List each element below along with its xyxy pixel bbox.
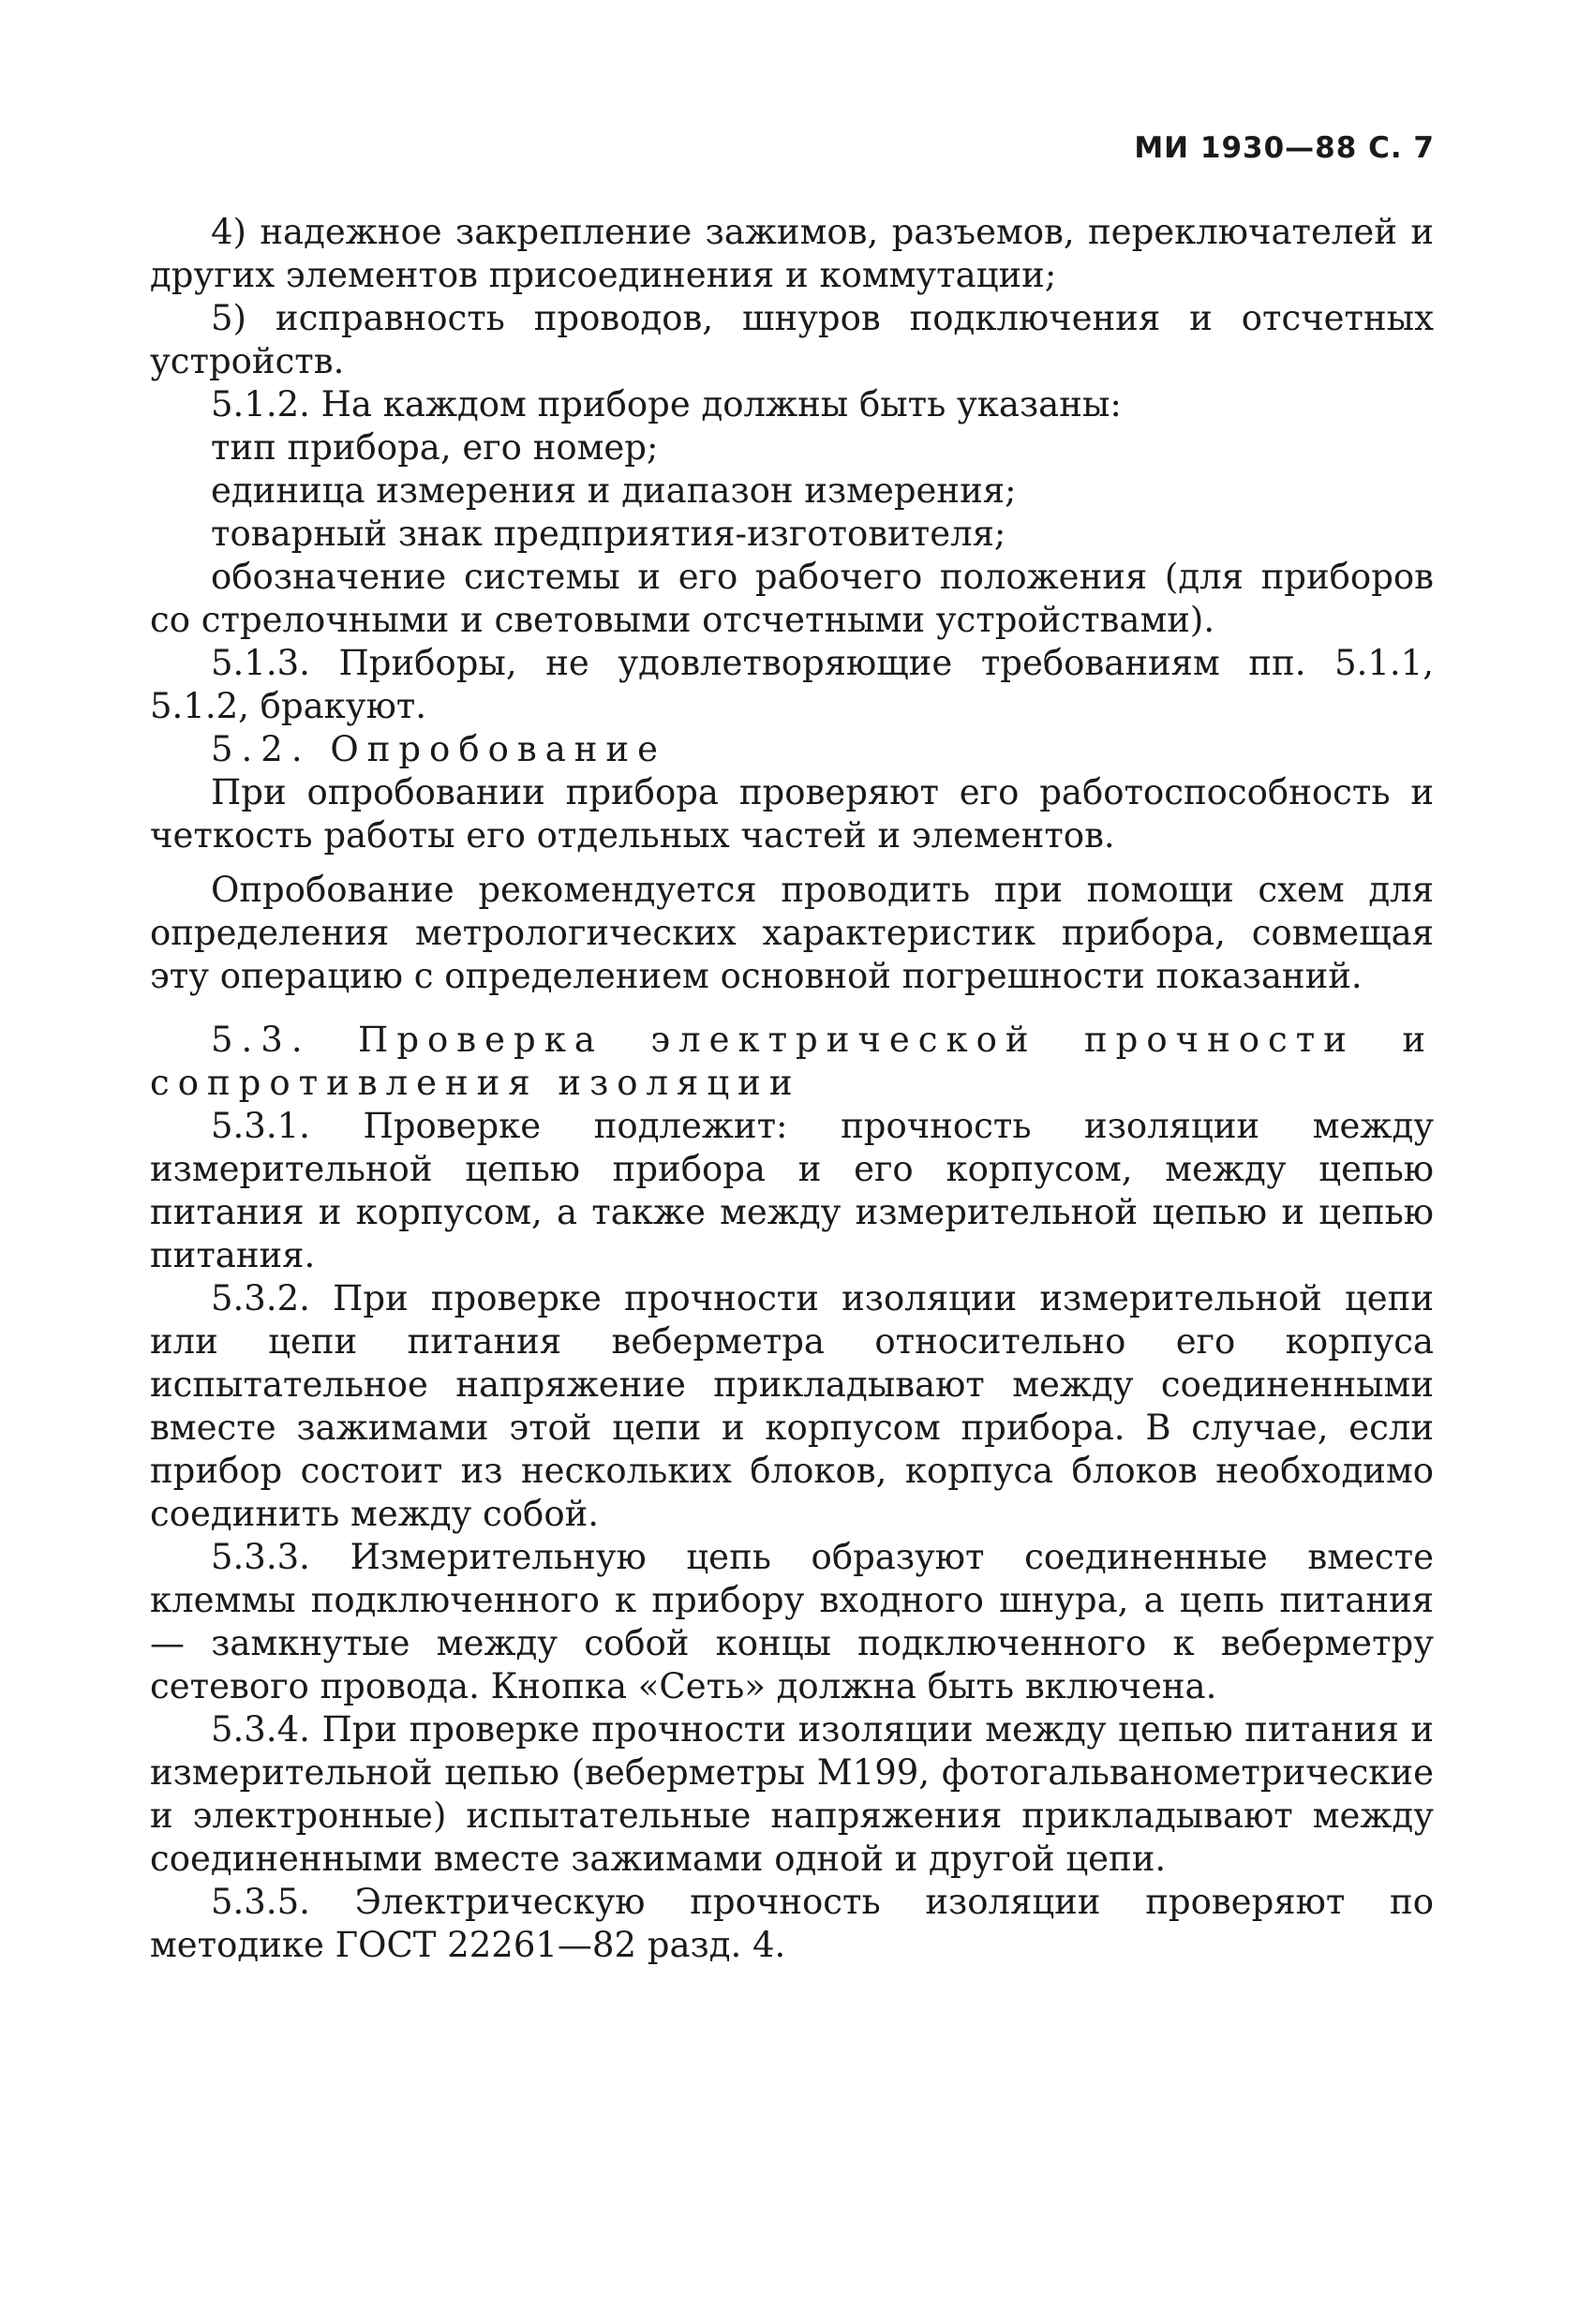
paragraph: 4) надежное закрепление зажимов, разъемов, переключателей и других элементов присоединения и коммутации; bbox=[150, 212, 1434, 295]
paragraph: 5.3.1. Проверке подлежит: прочность изоляции между измерительной цепью прибора и его корпусом, между цепью питания и корпусом, а также между измерительной цепью и цепью питания. bbox=[150, 1106, 1434, 1275]
paragraph: 5.1.2. На каждом приборе должны быть указаны: bbox=[211, 384, 1122, 425]
list-item: обозначение системы и его рабочего положения (для приборов со стрелочными и световыми отсчетными устройствами). bbox=[150, 557, 1434, 640]
paragraph: 5) исправность проводов, шнуров подключения и отсчетных устройств. bbox=[150, 298, 1434, 381]
paragraph: При опробовании прибора проверяют его работоспособность и четкость работы его отдельных частей и элементов. bbox=[150, 772, 1434, 856]
section-heading: 5.3. Проверка электрической прочности и сопротивления изоляции bbox=[150, 1020, 1434, 1103]
list-item: единица измерения и диапазон измерения; bbox=[211, 470, 1017, 511]
list-item: товарный знак предприятия-изготовителя; bbox=[211, 514, 1006, 554]
paragraph: 5.3.2. При проверке прочности изоляции измерительной цепи или цепи питания веберметра относительно его корпуса испытательное напряжение прикладывают между соединенными вместе зажимами этой цепи и корпусом прибора. В случае, если прибор состоит из нескольких блоков, корпуса блоков необходимо соединить между собой. bbox=[150, 1278, 1434, 1534]
paragraph: Опробование рекомендуется проводить при помощи схем для определения метрологических характеристик прибора, совмещая эту операцию с определением основной погрешности показаний. bbox=[150, 870, 1434, 996]
body-text bbox=[150, 211, 1434, 1967]
paragraph: 5.3.3. Измерительную цепь образуют соединенные вместе клеммы подключенного к прибору входного шнура, а цепь питания — замкнутые между собой концы подключенного к веберметру сетевого провода. Кнопка «Сеть» должна быть включена. bbox=[150, 1537, 1434, 1706]
paragraph: 5.3.4. При проверке прочности изоляции между цепью питания и измерительной цепью (веберметры М199, фотогальванометрические и электронные) испытательные напряжения прикладывают между соединенными вместе зажимами одной и другой цепи. bbox=[150, 1709, 1434, 1879]
paragraph: 5.3.5. Электрическую прочность изоляции проверяют по методике ГОСТ 22261—82 разд. 4. bbox=[150, 1882, 1434, 1965]
section-heading: 5.2. Опробование bbox=[211, 729, 666, 769]
list-item: тип прибора, его номер; bbox=[211, 427, 659, 468]
paragraph: 5.1.3. Приборы, не удовлетворяющие требованиям пп. 5.1.1, 5.1.2, бракуют. bbox=[150, 643, 1434, 726]
page-header: МИ 1930—88 С. 7 bbox=[1134, 131, 1435, 165]
